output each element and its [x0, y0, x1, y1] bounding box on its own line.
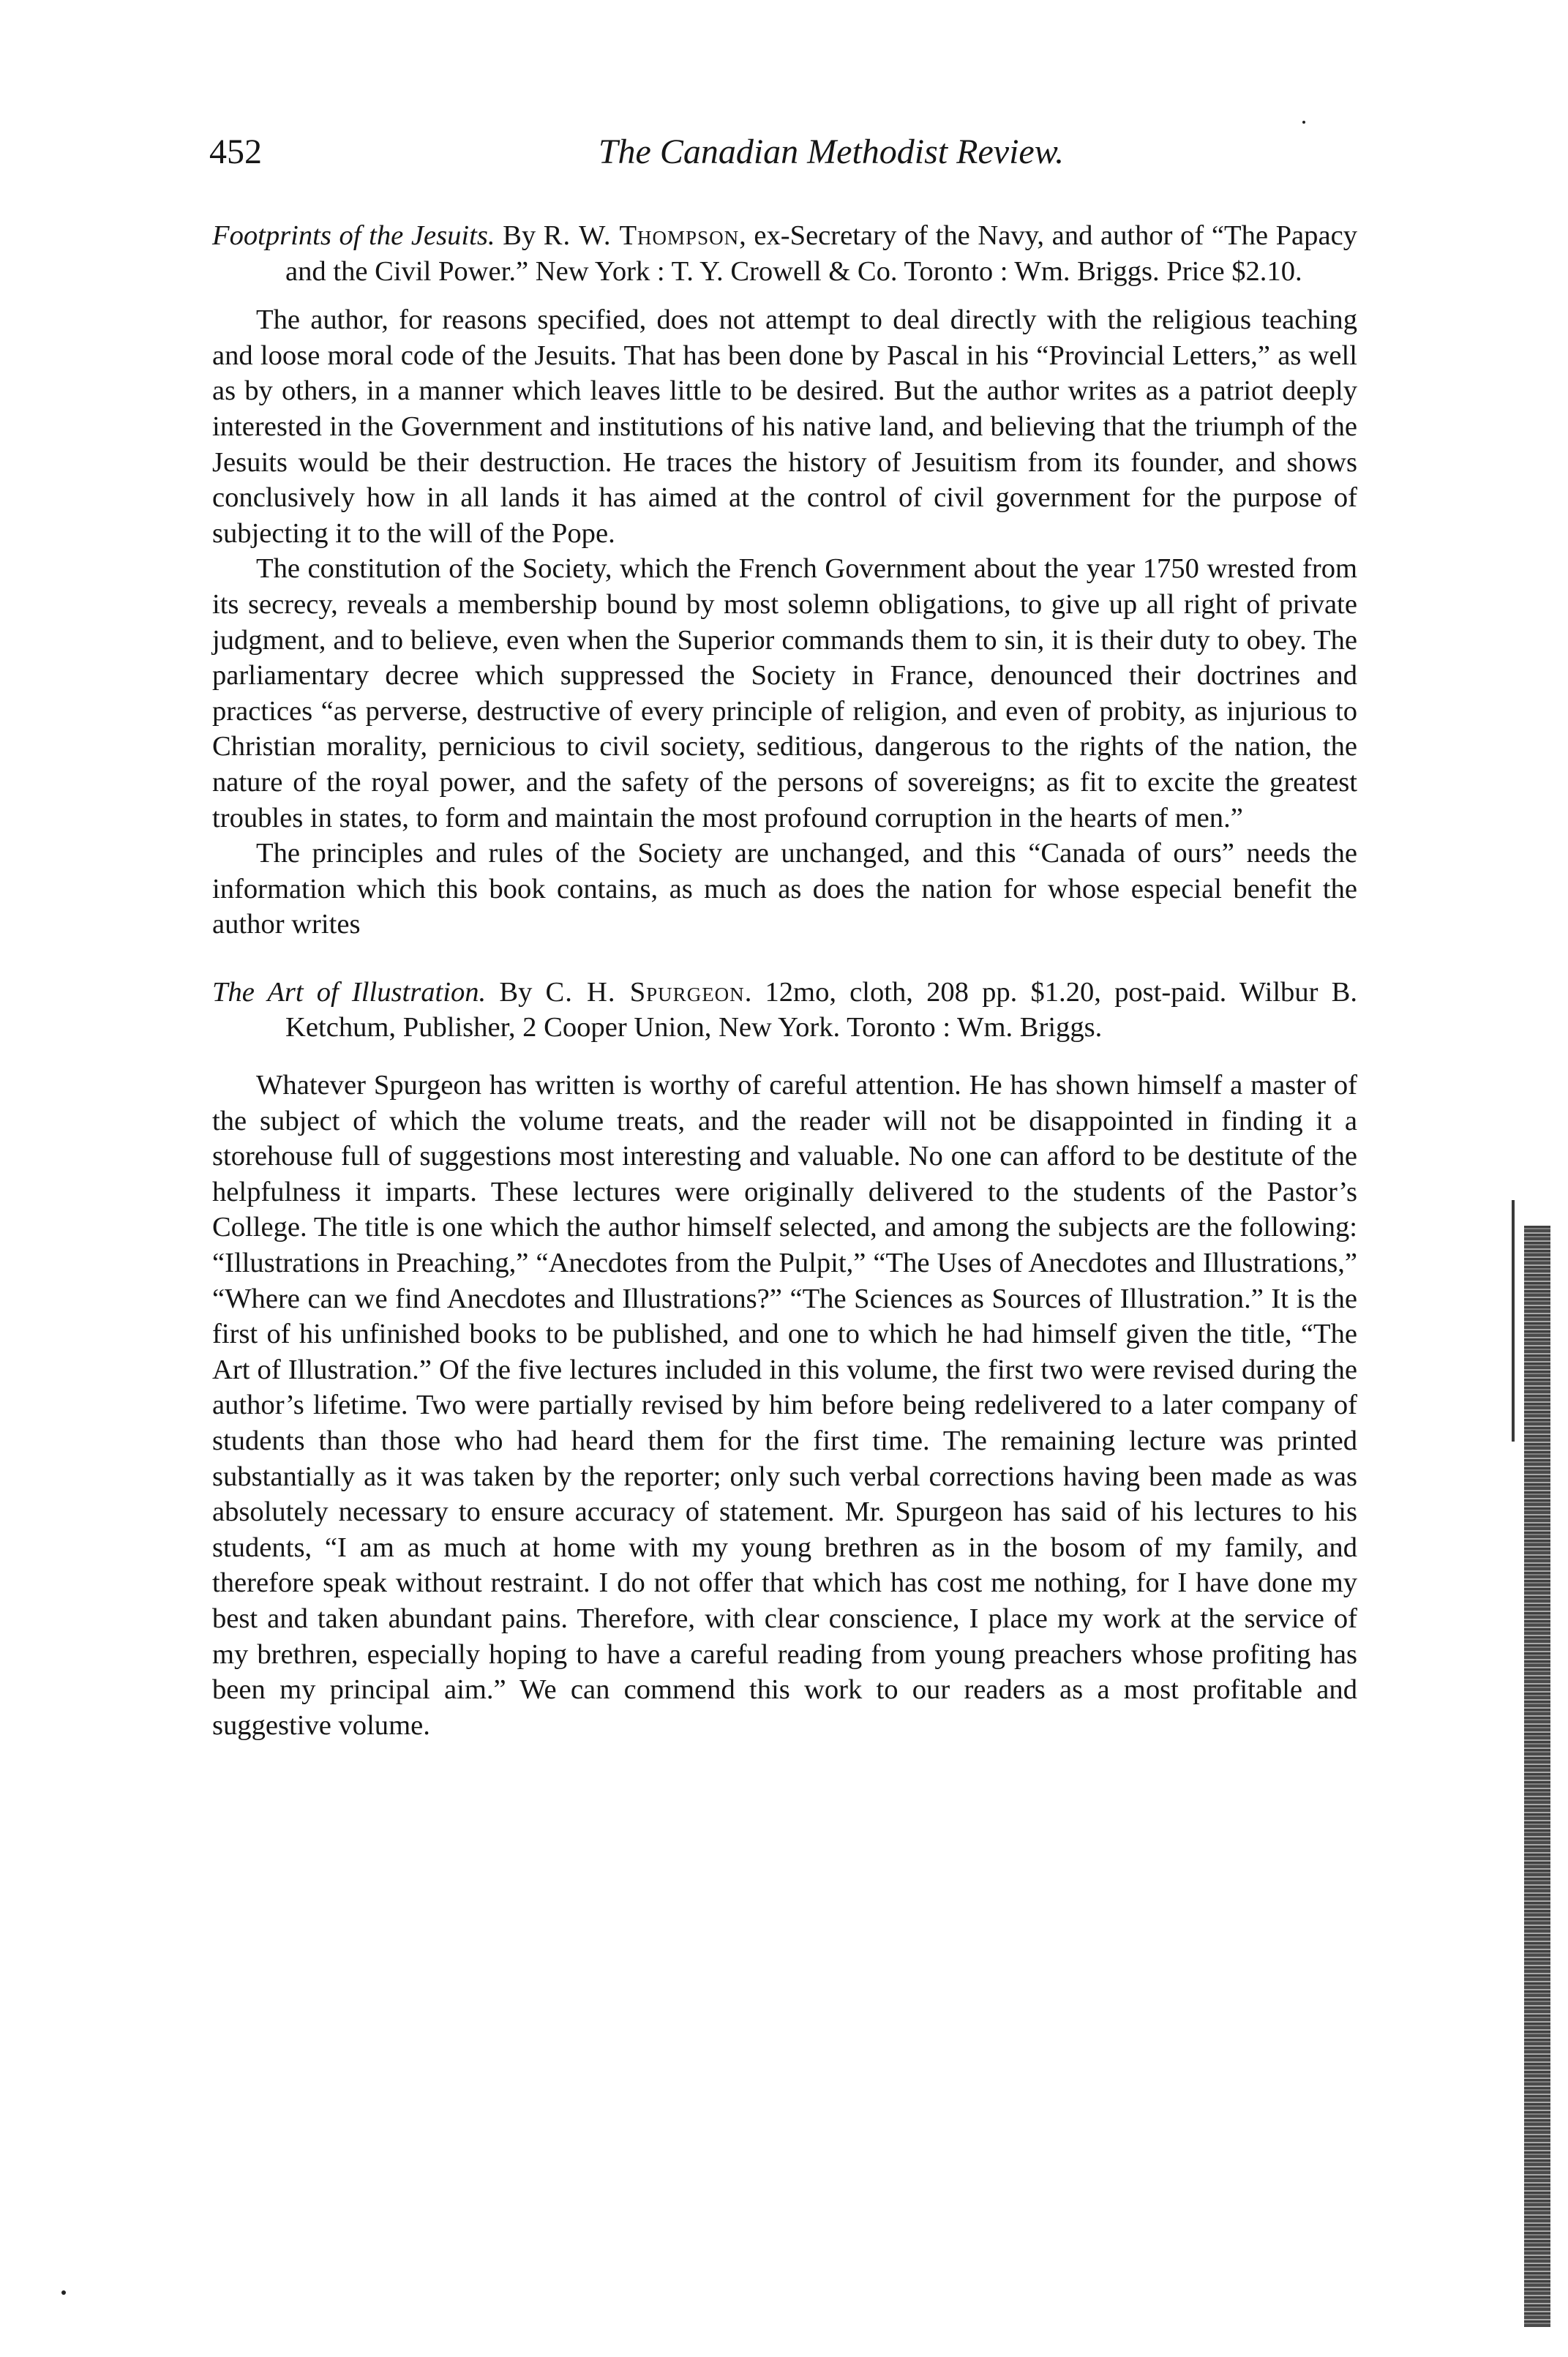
page-content	[212, 218, 1357, 1743]
scan-edge-line	[1512, 1200, 1515, 1442]
review-paragraph: The principles and rules of the Society are unchanged, and this “Canada of ours” needs the information which this book contains, as much as does the nation for whose especial benefit the author writes	[212, 838, 1357, 940]
running-head: The Canadian Methodist Review.	[598, 132, 1065, 171]
scan-speck	[1302, 121, 1305, 124]
review-footprints-of-the-jesuits	[212, 218, 1357, 943]
review-paragraph: Whatever Spurgeon has written is worthy of careful attention. He has shown himself a master of the subject of which the volume treats, and the reader will not be disappointed in finding it a storehouse full of suggestions most interesting and valuable. No one can afford to be destitute of the helpfulness it imparts. These lectures were originally delivered to the students of the Pastor’s College. The title is one which the author himself selected, and among the subjects are the following: “Illustrations in Preaching,” “Anecdotes from the Pulpit,” “The Uses of Anecdotes and Illustrations,” “Where can we find Anecdotes and Illustrations?” “The Sciences as Sources of Illustration.” It is the first of his unfinished books to be published, and one to which he had himself given the title, “The Art of Illustration.” Of the five lectures included in this volume, the first two were revised during the author’s lifetime. Two were partially revised by him before being redelivered to a later company of students than those who had heard them for the first time. The remaining lecture was printed substantially as it was taken by the reporter; only such verbal corrections having been made as was absolutely necessary to ensure accuracy of statement. Mr. Spurgeon has said of his lectures to his students, “I am as much at home with my young brethren as in the bosom of my family, and therefore speak without restraint. I do not offer that which has cost me nothing, for I have done my best and taken abundant pains. Therefore, with clear conscience, I place my work at the service of my brethren, especially hoping to have a careful reading from young preachers whose profiting has been my principal aim.” We can commend this work to our readers as a most profitable and suggestive volume.	[212, 1070, 1357, 1741]
citation-details: , ex-Secretary of the Navy, and author of “The Papacy and the Civil Power.” New York : T. Y. Crowell & Co. Toronto : Wm. Briggs. Price $2.10.	[285, 220, 1357, 287]
review-art-of-illustration	[212, 975, 1357, 1743]
review-body	[212, 1068, 1357, 1743]
book-title: The Art of Illustration.	[212, 976, 487, 1008]
page-header	[209, 130, 1336, 189]
citation-by: By	[486, 976, 546, 1008]
scan-edge-artifact	[1524, 1226, 1550, 2327]
page-number: 452	[209, 132, 262, 171]
review-paragraph: The author, for reasons specified, does not attempt to deal directly with the religious teaching and loose moral code of the Jesuits. That has been done by Pascal in his “Provincial Letters,” as well as by others, in a manner which leaves little to be desired. But the author writes as a patriot deeply interested in the Government and institutions of his native land, and believing that the triumph of the Jesuits would be their destruction. He traces the history of Jesuitism from its founder, and shows conclusively how in all lands it has aimed at the control of civil government for the purpose of subjecting it to the will of the Pope.	[212, 304, 1357, 549]
review-body	[212, 302, 1357, 943]
review-paragraph: The constitution of the Society, which the French Government about the year 1750 wrested from its secrecy, reveals a membership bound by most solemn obligations, to give up all right of private judgment, and to believe, even when the Superior commands them to sin, it is their duty to obey. The parliamentary decree which suppressed the Society in France, denounced their doctrines and practices “as perverse, destructive of every principle of religion, and even of probity, as injurious to Christian morality, pernicious to civil society, seditious, dangerous to the rights of the nation, the nature of the royal power, and the safety of the persons of sovereigns; as fit to excite the greatest troubles in states, to form and maintain the most profound corruption in the hearts of men.”	[212, 553, 1357, 833]
review-citation	[212, 975, 1357, 1046]
book-author: C. H. Spurgeon	[545, 976, 745, 1008]
book-title: Footprints of the Jesuits.	[212, 220, 495, 251]
citation-details: . 12mo, cloth, 208 pp. $1.20, post-paid. Wilbur B. Ketchum, Publisher, 2 Cooper Union, New York. Toronto : Wm. Briggs.	[285, 976, 1358, 1043]
scan-speck	[61, 2290, 66, 2295]
citation-by: By	[495, 220, 544, 251]
review-citation	[212, 218, 1357, 289]
book-author: R. W. Thompson	[543, 220, 740, 251]
